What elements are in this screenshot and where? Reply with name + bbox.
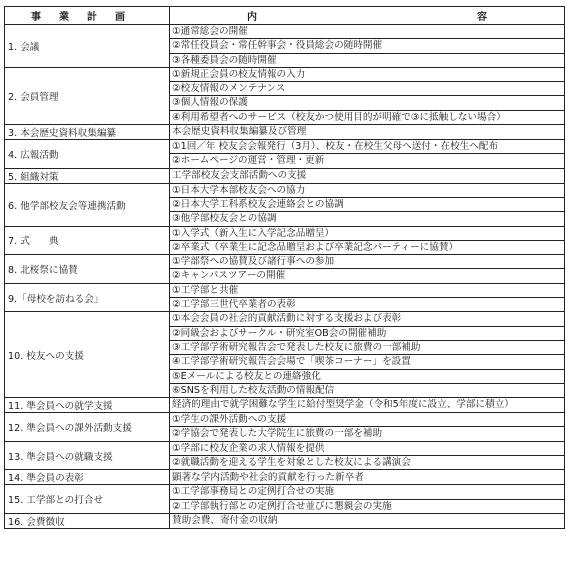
content-line: ①入学式（新入生に入学記念品贈呈） — [170, 227, 564, 241]
content-line: ②日本大学工科系校友会連絡会との協調 — [170, 198, 564, 212]
content-line: ②校友情報のメンテナンス — [170, 82, 564, 96]
table-row — [5, 470, 565, 485]
content-line: ②工学部三世代卒業者の表彰 — [172, 299, 296, 311]
table-row — [5, 413, 565, 442]
plan-item-label: 13. 準会員への就職支援 — [5, 441, 170, 470]
content-line: ③他学部校友会との協調 — [172, 213, 277, 225]
table-row — [5, 485, 565, 514]
plan-content-cell — [170, 140, 565, 169]
plan-content-cell — [170, 25, 565, 68]
plan-content-cell — [170, 283, 565, 312]
plan-content-cell — [170, 413, 565, 442]
header-plan-item: 事業計画 — [5, 7, 170, 25]
plan-item-label: 12. 準会員への課外活動支援 — [5, 413, 170, 442]
plan-content-cell — [170, 226, 565, 255]
table-row — [5, 441, 565, 470]
plan-content-cell — [170, 183, 565, 226]
table-row — [5, 67, 565, 124]
content-line: ⑤Eメールによる校友との連絡強化 — [170, 370, 564, 384]
plan-table-container — [4, 6, 564, 529]
plan-item-label: 6. 他学部校友会等連携活動 — [5, 183, 170, 226]
plan-content-cell — [170, 312, 565, 398]
table-row — [5, 226, 565, 255]
content-line: ①1回／年 校友会会報発行（3月）、校友・在校生父母へ送付・在校生へ配布 — [170, 140, 564, 154]
content-line: ②キャンパスツアーの開催 — [172, 270, 286, 282]
table-row — [5, 125, 565, 140]
plan-content-cell — [170, 485, 565, 514]
content-line: 顕著な学内活動や社会的貢献を行った新卒者 — [172, 471, 364, 483]
plan-item-label: 10. 校友への支援 — [5, 312, 170, 398]
content-line: ①学部祭への協賛及び諸行事への参加 — [170, 255, 564, 269]
content-line: ①日本大学本部校友会への協力 — [170, 184, 564, 198]
content-line: 本会歴史資料収集編纂及び管理 — [172, 126, 307, 138]
content-line: ④利用希望者へのサービス（校友かつ使用目的が明確で③に抵触しない場合） — [172, 111, 506, 123]
content-line: ①新規正会員の校友情報の入力 — [170, 68, 564, 82]
content-line: ③個人情報の保護 — [170, 96, 564, 110]
content-line: ②ホームページの運営・管理・更新 — [172, 155, 325, 167]
table-row — [5, 398, 565, 413]
plan-item-label: 14. 準会員の表彰 — [5, 470, 170, 485]
plan-item-label: 16. 会費徴収 — [5, 513, 170, 528]
table-row — [5, 183, 565, 226]
content-line: ②常任役員会・常任幹事会・役員総会の随時開催 — [170, 39, 564, 53]
plan-content-cell — [170, 125, 565, 140]
plan-item-label: 4. 広報活動 — [5, 140, 170, 169]
plan-item-label: 7. 式 典 — [5, 226, 170, 255]
content-line: 経済的理由で就学困難な学生に給付型奨学金（令和5年度に設立、学部に積立） — [172, 399, 514, 411]
plan-content-cell — [170, 168, 565, 183]
table-row — [5, 255, 565, 284]
plan-content-cell — [170, 398, 565, 413]
table-row — [5, 140, 565, 169]
header-content-left: 内 — [247, 12, 257, 23]
content-line: 工学部校友会支部活動への支援 — [172, 170, 307, 182]
plan-item-label: 1. 会議 — [5, 25, 170, 68]
content-line: ①工学部と共催 — [170, 284, 564, 298]
plan-content-cell — [170, 441, 565, 470]
content-line: ③工学部学術研究報告会で発表した校友に旅費の一部補助 — [170, 341, 564, 355]
content-line: ②同級会およびサークル・研究室OB会の開催補助 — [170, 327, 564, 341]
table-row — [5, 168, 565, 183]
content-line: ②就職活動を迎える学生を対象とした校友による講演会 — [172, 457, 411, 469]
table-row — [5, 283, 565, 312]
plan-content-cell — [170, 255, 565, 284]
header-content — [170, 7, 565, 25]
table-body — [5, 25, 565, 529]
content-line: ①工学部事務局との定例打合せの実施 — [170, 485, 564, 499]
header-content-right: 容 — [477, 12, 487, 23]
content-line: ⑥SNSを利用した校友活動の情報配信 — [172, 384, 335, 396]
content-line: ①本会会員の社会的貢献活動に対する支援および表彰 — [170, 312, 564, 326]
content-line: ③各種委員会の随時開催 — [172, 54, 277, 66]
plan-item-label: 15. 工学部との打合せ — [5, 485, 170, 514]
plan-item-label: 5. 組織対策 — [5, 168, 170, 183]
plan-content-cell — [170, 67, 565, 124]
plan-item-label: 8. 北桜祭に協賛 — [5, 255, 170, 284]
content-line: ①学生の課外活動への支援 — [170, 413, 564, 427]
business-plan-table — [4, 6, 565, 529]
plan-content-cell — [170, 470, 565, 485]
table-header-row — [5, 7, 565, 25]
content-line: ④工学部学術研究報告会会場で「喫茶コーナー」を設置 — [170, 355, 564, 369]
plan-content-cell — [170, 513, 565, 528]
plan-item-label: 3. 本会歴史資料収集編纂 — [5, 125, 170, 140]
content-line: ②工学部執行部との定例打合せ並びに懇親会の実施 — [172, 500, 392, 512]
table-row — [5, 312, 565, 398]
table-row — [5, 513, 565, 528]
plan-item-label: 9.「母校を訪ねる会」 — [5, 283, 170, 312]
plan-item-label: 2. 会員管理 — [5, 67, 170, 124]
content-line: ②卒業式（卒業生に記念品贈呈および卒業記念パーティーに協賛） — [172, 241, 459, 253]
content-line: ①学部に校友企業の求人情報を提供 — [170, 442, 564, 456]
content-line: ②学協会で発表した大学院生に旅費の一部を補助 — [172, 428, 383, 440]
plan-item-label: 11. 準会員への就学支援 — [5, 398, 170, 413]
table-row — [5, 25, 565, 68]
content-line: 賛助会費、寄付金の収納 — [172, 515, 278, 527]
content-line: ①通常総会の開催 — [170, 25, 564, 39]
